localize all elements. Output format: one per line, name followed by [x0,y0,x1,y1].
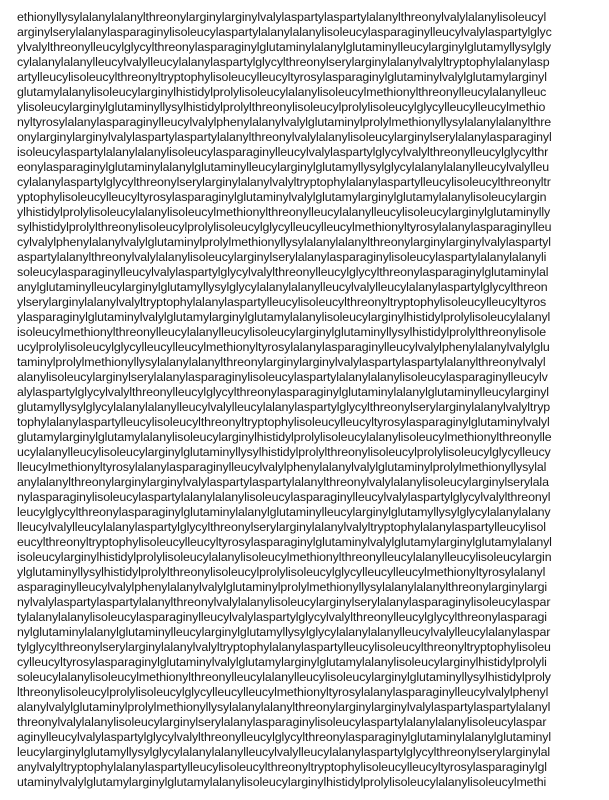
text-line: lleucylmethionyltyrosylalanylasparaginylleucylvalylphenylalanylvalylglutaminylprolylmethionyllysylal [17,460,547,474]
text-line: anylvalyltryptophylalanylaspartylleucylisoleucylthreonyltryptophylisoleucylleucyltyrosylasparaginylgl [17,760,547,774]
text-line: sylhistidylprolylthreonylisoleucylprolylisoleucylglycylleucylleucylmethionyltyrosylalanylasparaginylleu [17,220,552,234]
text-line: ylasparaginylglutaminylvalylglutamylarginylglutamylalanylisoleucylarginylhistidylprolylisoleucylalanyl [17,310,551,324]
text-line: nylglutaminylalanylglutaminylleucylarginylglutamyllysylglycylalanylalanylleucylvalylleucylalanylaspar [17,625,551,639]
text-line: ylisoleucylarginylglutaminyllysylhistidylprolylthreonylisoleucylprolylisoleucylglycylleucylleucylmethio [17,100,546,114]
text-line: threonylvalylalanylisoleucylarginylserylalanylasparaginylisoleucylaspartylalanylalanylisoleucylaspar [17,715,547,729]
text-line: nyltyrosylalanylasparaginylleucylvalylphenylalanylvalylglutaminylprolylmethionyllysylalanylalanylthre [17,115,552,129]
text-line: leucylglycylthreonylasparaginylglutaminylalanylglutaminylleucylarginylglutamyllysylglycylalanylalany [17,505,551,519]
text-line: taminylprolylmethionyllysylalanylalanylthreonylarginylarginylvalylaspartylaspartylalanylthreonylvalyl [17,355,546,369]
text-line: aginylleucylvalylaspartylglycylvalylthreonylleucylglycylthreonylasparaginylglutaminylalanylglutaminyl [17,730,552,744]
text-line: anylalanylthreonylarginylarginylvalylaspartylaspartylalanylthreonylvalylalanylisoleucylarginylserylala [17,475,549,489]
text-line: nylasparaginylisoleucylaspartylalanylalanylisoleucylasparaginylleucylvalylaspartylglycylvalylthreonyl [17,490,551,504]
document-body [17,10,592,790]
text-line: lleucylvalylleucylalanylaspartylglycylthreonylserylarginylalanylvalyltryptophylalanylaspartylleucylisol [17,520,546,534]
text-line: ylhistidylprolylisoleucylalanylisoleucylmethionylthreonylleucylalanylleucylisoleucylarginylglutaminylly [17,205,551,219]
text-line: lthreonylisoleucylprolylisoleucylglycylleucylleucylmethionyltyrosylalanylasparaginylleucylvalylphenyl [17,685,549,699]
text-line: cylalanylalanylleucylvalylleucylalanylaspartylglycylthreonylserylarginylalanylvalyltryptophylalanylasp [17,55,550,69]
text-line: ylvalylthreonylleucylglycylthreonylasparaginylglutaminylalanylglutaminylleucylarginylglutamyllysylgly [17,40,551,54]
text-line: tylalanylalanylisoleucylasparaginylleucylvalylaspartylglycylvalylthreonylleucylglycylthreonylasparagi [17,610,547,624]
text-line: ucylprolylisoleucylglycylleucylleucylmethionyltyrosylalanylasparaginylleucylvalylphenylalanylvalylglu [17,340,550,354]
text-line: alanylvalylglutaminylprolylmethionyllysylalanylalanylthreonylarginylarginylvalylaspartylaspartylalanyl [17,700,551,714]
text-line: ucylalanylleucylisoleucylarginylglutaminyllysylhistidylprolylthreonylisoleucylprolylisoleucylglycylleucy [17,445,551,459]
text-line: glutamylalanylisoleucylarginylhistidylprolylisoleucylalanylisoleucylmethionylthreonylleucylalanylleuc [17,85,547,99]
text-line: isoleucylaspartylalanylalanylisoleucylasparaginylleucylvalylaspartylglycylvalylthreonylleucylglycylthr [17,145,549,159]
text-line: onylarginylarginylvalylaspartylaspartylalanylthreonylvalylalanylisoleucylarginylserylalanylasparaginyl [17,130,552,144]
text-line: soleucylasparaginylleucylvalylaspartylglycylvalylthreonylleucylglycylthreonylasparaginylglutaminylal [17,265,549,279]
text-line: glutamyllysylglycylalanylalanylleucylvalylleucylalanylaspartylglycylthreonylserylarginylalanylvalyltryp [17,400,551,414]
text-line: nylvalylaspartylaspartylalanylthreonylvalylalanylisoleucylarginylserylalanylasparaginylisoleucylaspar [17,595,551,609]
text-line: eucylthreonyltryptophylisoleucylleucyltyrosylasparaginylglutaminylvalylglutamylarginylglutamylalanyl [17,535,552,549]
text-line: alylaspartylglycylvalylthreonylleucylglycylthreonylasparaginylglutaminylalanylglutaminylleucylarginyl [17,385,549,399]
text-line: ethionyllysylalanylalanylthreonylarginylarginylvalylaspartylaspartylalanylthreonylvalylalanylisoleucyl [17,10,547,24]
text-line: ylserylarginylalanylvalyltryptophylalanylaspartylleucylisoleucylthreonyltryptophylisoleucylleucyltyros [17,295,547,309]
text-line: yptophylisoleucylleucyltyrosylasparaginylglutaminylvalylglutamylarginylglutamylalanylisoleucylargin [17,190,547,204]
text-line: artylleucylisoleucylthreonyltryptophylisoleucylleucyltyrosylasparaginylglutaminylvalylglutamylarginyl [17,70,547,84]
text-line: eonylasparaginylglutaminylalanylglutaminylleucylarginylglutamyllysylglycylalanylalanylleucylvalylleu [17,160,550,174]
text-line: soleucylalanylisoleucylmethionylthreonylleucylalanylleucylisoleucylarginylglutaminyllysylhistidylproly [17,670,551,684]
text-line: tophylalanylaspartylleucylisoleucylthreonyltryptophylisoleucylleucyltyrosylasparaginylglutaminylvalyl [17,415,550,429]
text-line: utaminylvalylglutamylarginylglutamylalanylisoleucylarginylhistidylprolylisoleucylalanylisoleucylmethi [17,775,547,789]
text-line: tylglycylthreonylserylarginylalanylvalyltryptophylalanylaspartylleucylisoleucylthreonyltryptophylisoleu [17,640,551,654]
text-line: ylglutaminyllysylhistidylprolylthreonylisoleucylprolylisoleucylglycylleucylleucylmethionyltyrosylalanyl [17,565,546,579]
text-line: leucylarginylglutamyllysylglycylalanylalanylleucylvalylleucylalanylaspartylglycylthreonylserylarginylal [17,745,551,759]
text-line: isoleucylmethionylthreonylleucylalanylleucylisoleucylarginylglutaminyllysylhistidylprolylthreonylisole [17,325,547,339]
text-line: isoleucylarginylhistidylprolylisoleucylalanylisoleucylmethionylthreonylleucylalanylleucylisoleucylargin [17,550,552,564]
text-line: asparaginylleucylvalylphenylalanylvalylglutaminylprolylmethionyllysylalanylalanylthreonylarginylargi [17,580,548,594]
text-line: anylglutaminylleucylarginylglutamyllysylglycylalanylalanylleucylvalylleucylalanylaspartylglycylthreon [17,280,548,294]
text-line: glutamylarginylglutamylalanylisoleucylarginylhistidylprolylisoleucylalanylisoleucylmethionylthreonylle [17,430,552,444]
text-line: cylleucyltyrosylasparaginylglutaminylvalylglutamylarginylglutamylalanylisoleucylarginylhistidylprolyli [17,655,547,669]
text-line: alanylisoleucylarginylserylalanylasparaginylisoleucylaspartylalanylalanylisoleucylasparaginylleucylv [17,370,548,384]
text-line: cylalanylaspartylglycylthreonylserylarginylalanylvalyltryptophylalanylaspartylleucylisoleucylthreonyltr [17,175,551,189]
text-line: cylvalylphenylalanylvalylglutaminylprolylmethionyllysylalanylalanylthreonylarginylarginylvalylaspartyl [17,235,551,249]
text-line: arginylserylalanylasparaginylisoleucylaspartylalanylalanylisoleucylasparaginylleucylvalylaspartylglyc [17,25,552,39]
text-line: aspartylalanylthreonylvalylalanylisoleucylarginylserylalanylasparaginylisoleucylaspartylalanylalanyli [17,250,547,264]
